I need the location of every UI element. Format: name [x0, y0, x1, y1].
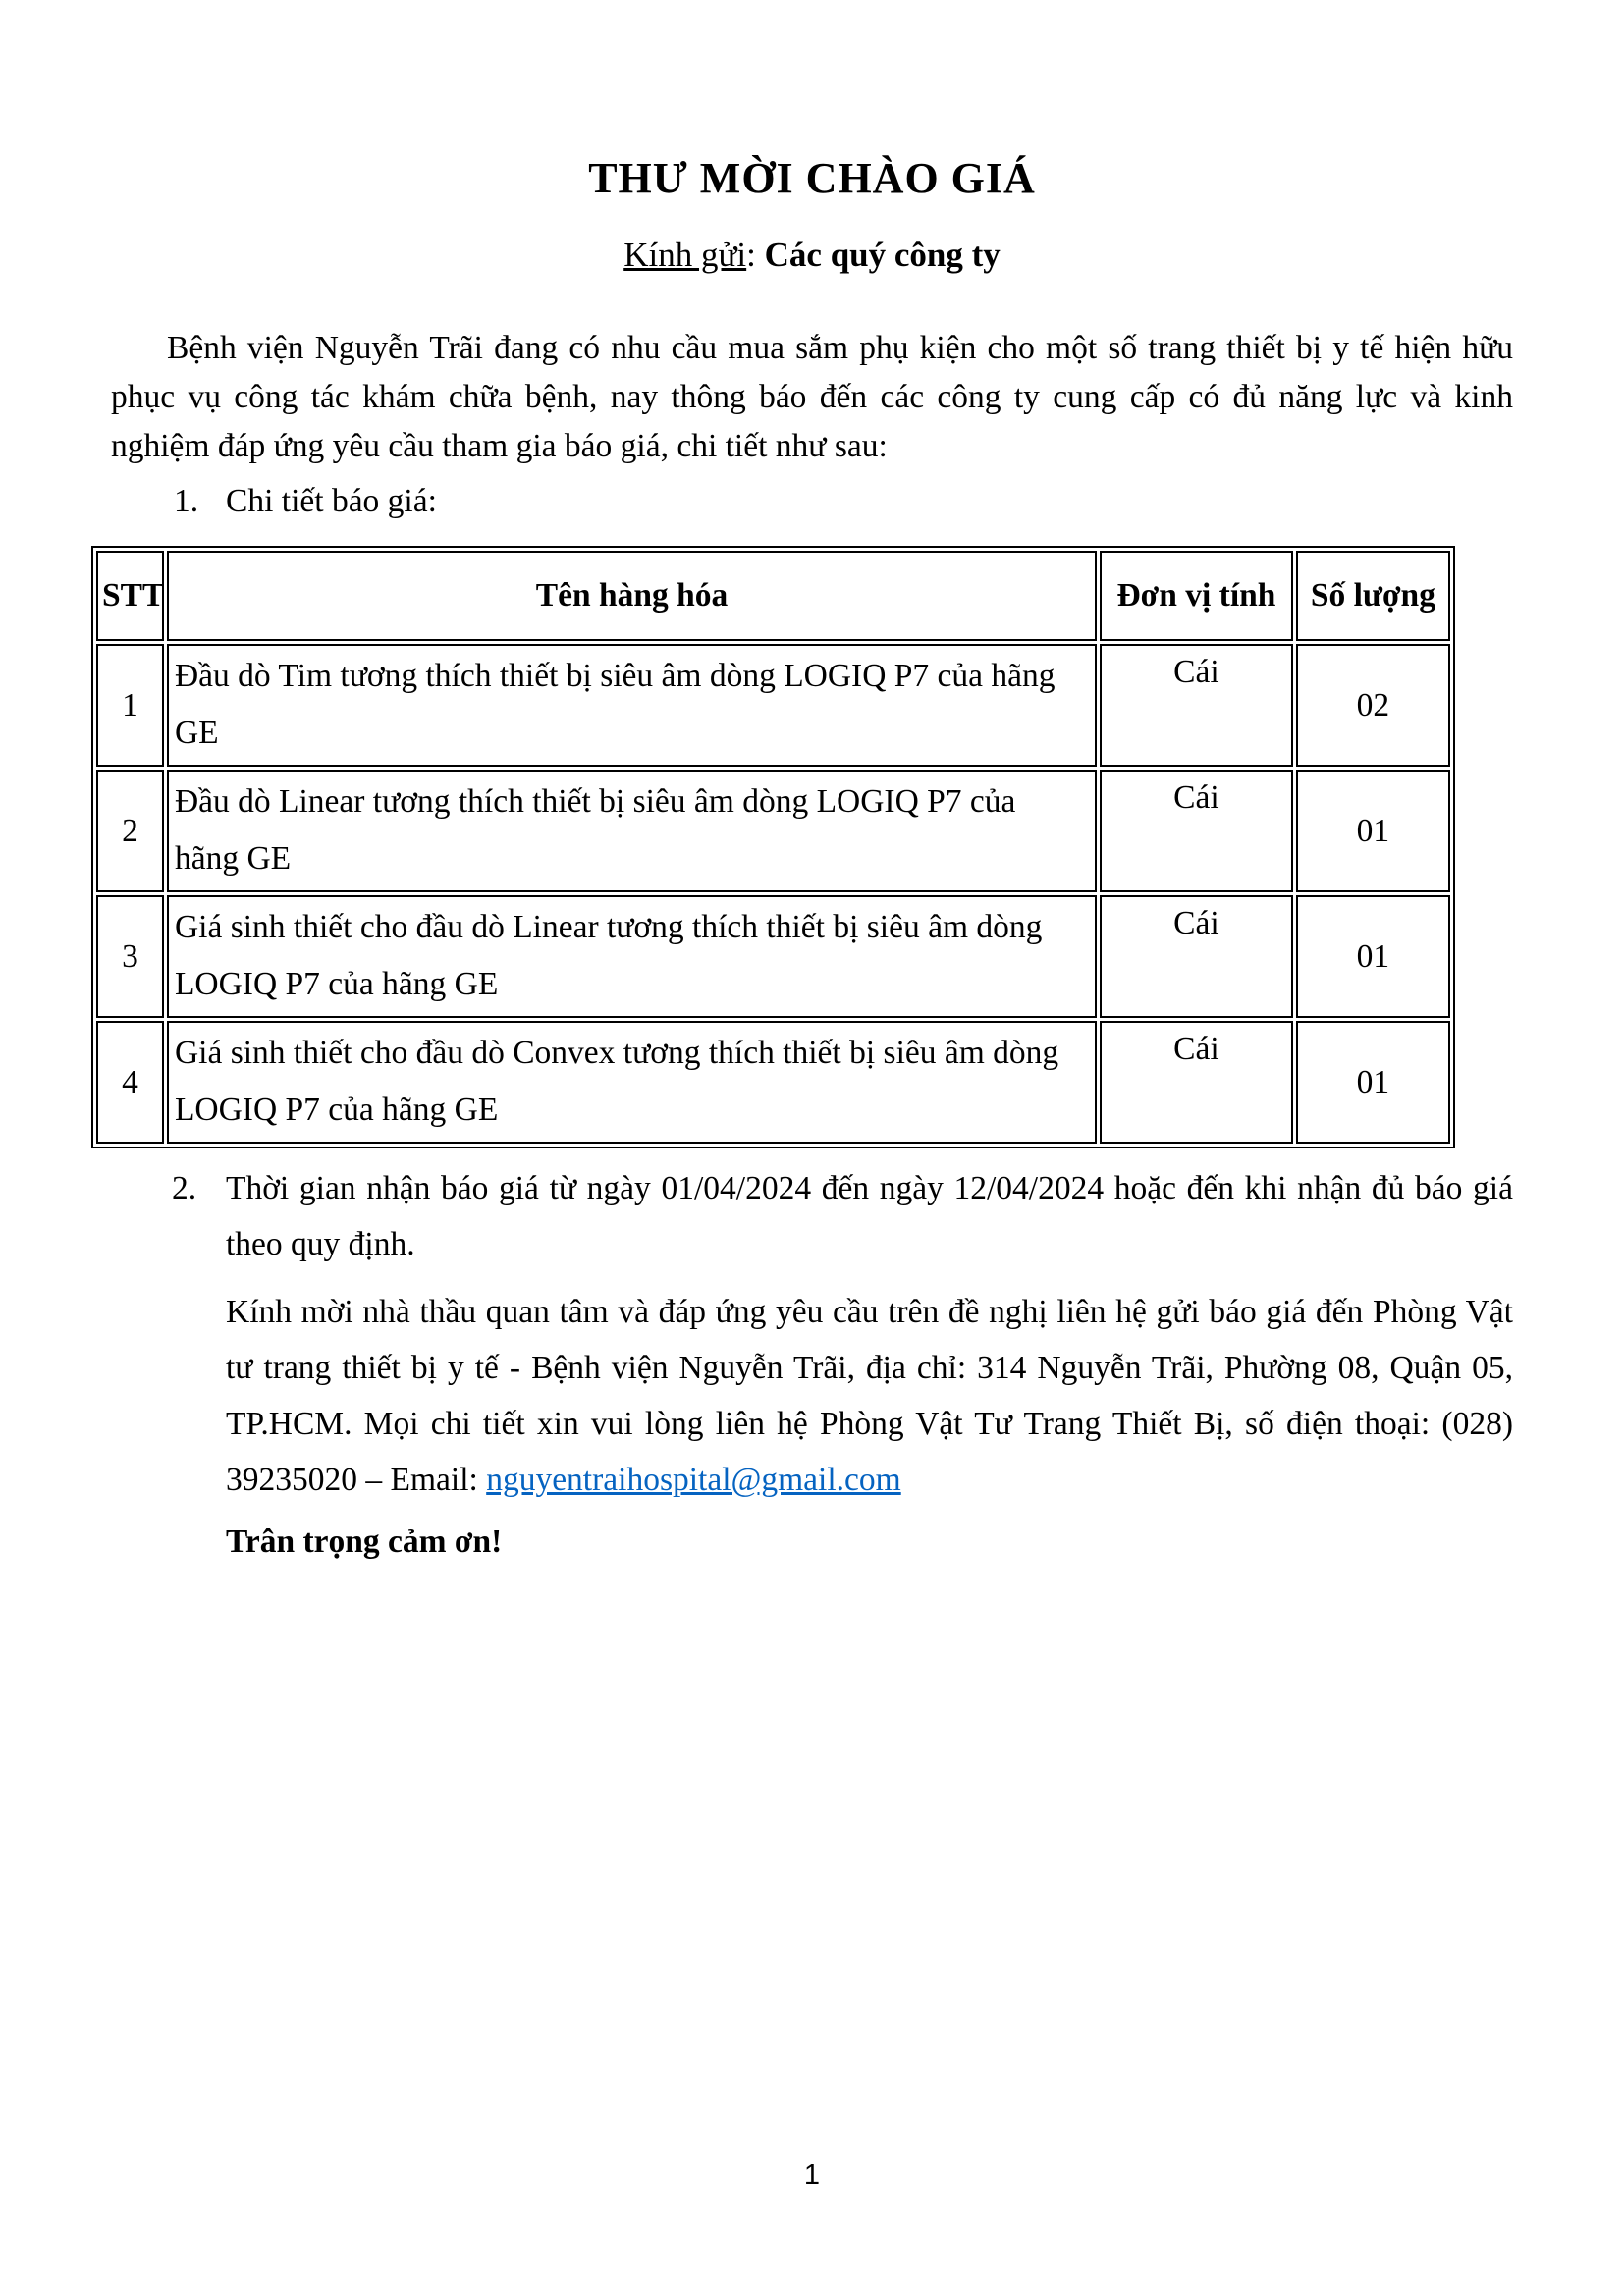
email-link[interactable]: nguyentraihospital@gmail.com — [486, 1462, 901, 1498]
header-unit: Đơn vị tính — [1100, 551, 1293, 641]
cell-unit: Cái — [1100, 895, 1293, 1018]
table-row — [96, 770, 1450, 892]
salutation-recipient: Các quý công ty — [764, 236, 1001, 274]
header-name: Tên hàng hóa — [167, 551, 1097, 641]
cell-unit: Cái — [1100, 1021, 1293, 1144]
cell-stt: 2 — [96, 770, 164, 892]
cell-unit: Cái — [1100, 644, 1293, 767]
cell-qty: 02 — [1296, 644, 1450, 767]
salutation-separator: : — [746, 236, 765, 274]
cell-qty: 01 — [1296, 770, 1450, 892]
list-item-2-number: 2. — [172, 1170, 197, 1206]
page-title: THƯ MỜI CHÀO GIÁ — [588, 154, 1036, 202]
cell-stt: 3 — [96, 895, 164, 1018]
contact-text: Kính mời nhà thầu quan tâm và đáp ứng yêu cầu trên đề nghị liên hệ gửi báo giá đến Phòng Vật tư trang thiết bị y tế - Bệnh viện Nguyễn Trãi, địa chỉ: 314 Nguyễn Trãi, Phường 08, Quận 05, TP.HCM. Mọi chi tiết xin vui lòng liên hệ Phòng Vật Tư Trang Thiết Bị, số điện thoại: (028) 39235020 – Email: — [226, 1294, 1513, 1498]
section-2 — [172, 1160, 1513, 1570]
quote-table — [91, 546, 1455, 1148]
list-item-1-text: Chi tiết báo giá: — [226, 483, 437, 519]
list-item-2-text: Thời gian nhận báo giá từ ngày 01/04/2024 đến ngày 12/04/2024 hoặc đến khi nhận đủ báo giá theo quy định. — [226, 1170, 1513, 1262]
cell-unit: Cái — [1100, 770, 1293, 892]
table-header-row — [96, 551, 1450, 641]
cell-qty: 01 — [1296, 895, 1450, 1018]
table-row — [96, 644, 1450, 767]
list-item-2 — [172, 1160, 1513, 1272]
cell-qty: 01 — [1296, 1021, 1450, 1144]
cell-name: Giá sinh thiết cho đầu dò Convex tương thích thiết bị siêu âm dòng LOGIQ P7 của hãng GE — [167, 1021, 1097, 1144]
header-stt: STT — [96, 551, 164, 641]
table-row — [96, 1021, 1450, 1144]
cell-stt: 4 — [96, 1021, 164, 1144]
cell-name: Giá sinh thiết cho đầu dò Linear tương thích thiết bị siêu âm dòng LOGIQ P7 của hãng GE — [167, 895, 1097, 1018]
page-number: 1 — [803, 2160, 821, 2191]
closing-line: Trân trọng cảm ơn! — [226, 1523, 503, 1560]
contact-paragraph — [226, 1284, 1513, 1508]
cell-name: Đầu dò Tim tương thích thiết bị siêu âm dòng LOGIQ P7 của hãng GE — [167, 644, 1097, 767]
header-qty: Số lượng — [1296, 551, 1450, 641]
cell-stt: 1 — [96, 644, 164, 767]
list-item-1 — [174, 483, 437, 520]
salutation — [0, 236, 1624, 275]
table-row — [96, 895, 1450, 1018]
intro-paragraph: Bệnh viện Nguyễn Trãi đang có nhu cầu mua sắm phụ kiện cho một số trang thiết bị y tế hiện hữu phục vụ công tác khám chữa bệnh, nay thông báo đến các công ty cung cấp có đủ năng lực và kinh nghiệm đáp ứng yêu cầu tham gia báo giá, chi tiết như sau: — [111, 330, 1513, 464]
salutation-label: Kính gửi — [623, 236, 747, 274]
cell-name: Đầu dò Linear tương thích thiết bị siêu âm dòng LOGIQ P7 của hãng GE — [167, 770, 1097, 892]
list-item-1-number: 1. — [174, 483, 199, 519]
